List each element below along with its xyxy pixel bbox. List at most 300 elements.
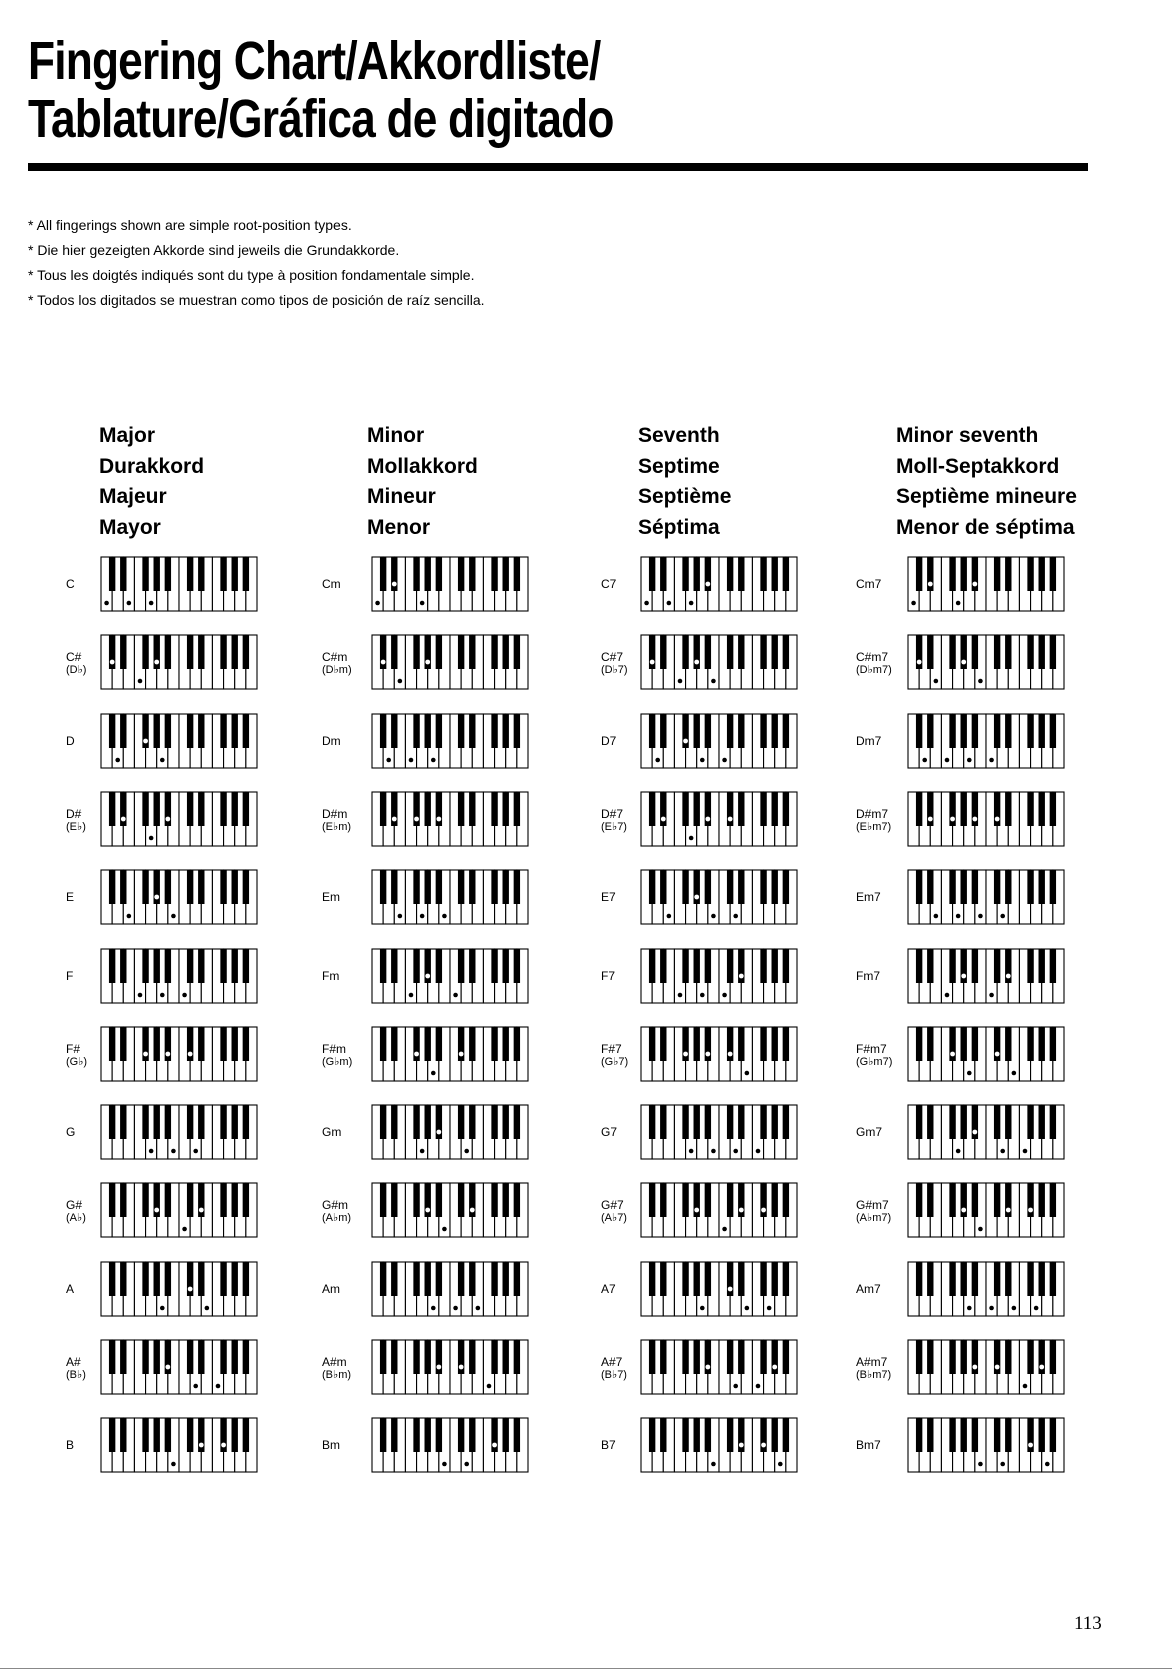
black-key [154, 1418, 160, 1452]
black-key [232, 1340, 238, 1374]
black-key [391, 635, 397, 669]
black-key [503, 1105, 509, 1139]
black-key [760, 1340, 766, 1374]
black-key [198, 792, 204, 826]
black-key [972, 714, 978, 748]
black-key [927, 870, 933, 904]
chord-name: E7 [601, 890, 616, 905]
black-key [243, 870, 249, 904]
black-key [198, 1027, 204, 1061]
black-key [413, 949, 419, 983]
black-key [927, 1027, 933, 1061]
finger-dot [733, 1149, 738, 1154]
black-key [972, 870, 978, 904]
finger-dot [655, 757, 660, 762]
black-key [514, 714, 520, 748]
finger-dot [143, 1051, 148, 1056]
black-key [760, 870, 766, 904]
header-de: Mollakkord [367, 454, 478, 478]
finger-dot [165, 1051, 170, 1056]
finger-dot [711, 679, 716, 684]
black-key [198, 1105, 204, 1139]
black-key [154, 557, 160, 591]
chord-name: G# [66, 1198, 83, 1213]
black-key [949, 1418, 955, 1452]
black-key [760, 1027, 766, 1061]
finger-dot [767, 1305, 772, 1310]
black-key [1050, 1105, 1056, 1139]
black-key [425, 1418, 431, 1452]
black-key [165, 714, 171, 748]
black-key [469, 1262, 475, 1296]
keyboard-diagram [371, 1182, 529, 1238]
black-key [120, 557, 126, 591]
black-key [425, 1105, 431, 1139]
chord-name: A#m7 [856, 1355, 888, 1369]
black-key [491, 1027, 497, 1061]
column-header-major [99, 421, 204, 543]
finger-dot [1000, 914, 1005, 919]
finger-dot [950, 1051, 955, 1056]
black-key [1039, 1027, 1045, 1061]
black-key [165, 949, 171, 983]
keyboard-diagram [907, 869, 1065, 925]
chord-label [601, 1356, 627, 1382]
finger-dot [442, 1462, 447, 1467]
black-key [380, 949, 386, 983]
keyboard-diagram [907, 1182, 1065, 1238]
chord-name: Dm7 [856, 733, 882, 748]
finger-dot [464, 1149, 469, 1154]
finger-dot [1012, 1305, 1017, 1310]
black-key [142, 1262, 148, 1296]
finger-dot [160, 992, 165, 997]
black-key [187, 1340, 193, 1374]
black-key [514, 949, 520, 983]
finger-dot [678, 992, 683, 997]
black-key [738, 870, 744, 904]
chord-name: D [66, 733, 75, 748]
black-key [682, 1105, 688, 1139]
finger-dot [761, 1443, 766, 1448]
black-key [972, 1262, 978, 1296]
black-key [649, 1340, 655, 1374]
black-key [243, 792, 249, 826]
finger-dot [739, 973, 744, 978]
keyboard-diagram [640, 1261, 798, 1317]
keyboard-diagram [371, 634, 529, 690]
finger-dot [739, 1208, 744, 1213]
finger-dot [667, 914, 672, 919]
black-key [503, 870, 509, 904]
finger-dot [1034, 1305, 1039, 1310]
finger-dot [967, 757, 972, 762]
black-key [491, 557, 497, 591]
black-key [220, 1027, 226, 1061]
finger-dot [733, 914, 738, 919]
black-key [120, 870, 126, 904]
header-fr: Septième mineure [896, 485, 1077, 508]
black-key [1005, 557, 1011, 591]
finger-dot [956, 1149, 961, 1154]
black-key [660, 949, 666, 983]
finger-dot [442, 1227, 447, 1232]
black-key [783, 949, 789, 983]
chord-label [66, 1199, 86, 1225]
black-key [413, 1262, 419, 1296]
black-key [436, 949, 442, 983]
chord-name: F#m7 [856, 1041, 887, 1056]
keyboard-diagram [640, 869, 798, 925]
black-key [783, 1105, 789, 1139]
black-key [514, 1340, 520, 1374]
black-key [949, 557, 955, 591]
black-key [927, 714, 933, 748]
black-key [503, 1183, 509, 1217]
title-rule [28, 163, 1088, 171]
finger-dot [967, 1305, 972, 1310]
chord-label [856, 578, 881, 591]
black-key [961, 1105, 967, 1139]
finger-dot [689, 1149, 694, 1154]
finger-dot [392, 582, 397, 587]
black-key [514, 557, 520, 591]
chord-name: G [66, 1125, 76, 1140]
chord-alt-name: (A♭7) [601, 1212, 627, 1225]
black-key [738, 1340, 744, 1374]
finger-dot [945, 992, 950, 997]
chord-alt-name: (G♭m7) [856, 1055, 893, 1068]
black-key [469, 1418, 475, 1452]
black-key [1005, 1262, 1011, 1296]
finger-dot [728, 1286, 733, 1291]
header-es: Mayor [99, 515, 161, 539]
chord-name: B [66, 1438, 75, 1453]
column-header-minor [367, 421, 478, 543]
black-key [1050, 949, 1056, 983]
finger-dot [689, 836, 694, 841]
black-key [232, 635, 238, 669]
black-key [694, 557, 700, 591]
chord-label [66, 1356, 86, 1382]
finger-dot [928, 816, 933, 821]
finger-dot [739, 1443, 744, 1448]
chord-name: F#7 [601, 1041, 622, 1056]
finger-dot [711, 1149, 716, 1154]
black-key [772, 1105, 778, 1139]
black-key [142, 1105, 148, 1139]
black-key [154, 792, 160, 826]
chord-label [322, 1126, 341, 1139]
chord-label [601, 1439, 616, 1452]
black-key [694, 1418, 700, 1452]
black-key [154, 1027, 160, 1061]
column-header-minor-seventh [896, 421, 1077, 543]
black-key [772, 792, 778, 826]
black-key [120, 635, 126, 669]
chord-label [601, 891, 616, 904]
black-key [232, 870, 238, 904]
finger-dot [1000, 1149, 1005, 1154]
column-header-seventh [638, 421, 731, 543]
black-key [682, 949, 688, 983]
black-key [649, 1418, 655, 1452]
finger-dot [961, 660, 966, 665]
black-key [649, 949, 655, 983]
chord-alt-name: (E♭m7) [856, 820, 892, 833]
keyboard-diagram [100, 1182, 258, 1238]
finger-dot [689, 601, 694, 606]
black-key [142, 792, 148, 826]
chord-label [66, 651, 86, 677]
black-key [165, 1183, 171, 1217]
black-key [994, 714, 1000, 748]
black-key [109, 792, 115, 826]
chord-name: A#7 [601, 1355, 623, 1369]
keyboard-diagram [371, 713, 529, 769]
black-key [738, 1105, 744, 1139]
chord-label [322, 808, 351, 834]
keyboard-diagram [907, 1026, 1065, 1082]
black-key [1027, 949, 1033, 983]
black-key [458, 792, 464, 826]
black-key [232, 1183, 238, 1217]
black-key [994, 557, 1000, 591]
chord-name: Cm7 [856, 577, 882, 591]
finger-dot [934, 914, 939, 919]
black-key [1050, 1027, 1056, 1061]
finger-dot [972, 1365, 977, 1370]
black-key [961, 1340, 967, 1374]
black-key [187, 1183, 193, 1217]
black-key [198, 870, 204, 904]
chord-alt-name: (B♭m) [322, 1369, 352, 1381]
chord-alt-name: (D♭) [66, 664, 87, 677]
black-key [994, 870, 1000, 904]
black-key [503, 1027, 509, 1061]
black-key [109, 1262, 115, 1296]
black-key [649, 714, 655, 748]
header-fr: Majeur [99, 485, 167, 508]
keyboard-diagram [907, 556, 1065, 612]
black-key [961, 714, 967, 748]
finger-dot [1000, 1462, 1005, 1467]
finger-dot [476, 1305, 481, 1310]
keyboard-diagram [100, 948, 258, 1004]
chord-label [601, 651, 628, 677]
chord-name: Dm [322, 733, 341, 748]
page-title [28, 32, 930, 148]
finger-dot [972, 816, 977, 821]
keyboard-diagram [100, 1417, 258, 1473]
black-key [187, 1418, 193, 1452]
finger-dot [694, 660, 699, 665]
finger-dot [911, 601, 916, 606]
note-en: * All fingerings shown are simple root-position types. [28, 217, 352, 233]
finger-dot [934, 679, 939, 684]
black-key [469, 792, 475, 826]
black-key [916, 870, 922, 904]
chord-alt-name: (B♭) [66, 1369, 86, 1381]
black-key [1027, 1340, 1033, 1374]
black-key [243, 1105, 249, 1139]
black-key [949, 1340, 955, 1374]
chord-name: E [66, 890, 75, 905]
black-key [682, 1183, 688, 1217]
black-key [961, 1027, 967, 1061]
keyboard-diagram [640, 713, 798, 769]
black-key [198, 557, 204, 591]
chord-name: D7 [601, 733, 617, 748]
black-key [187, 792, 193, 826]
black-key [994, 1183, 1000, 1217]
chord-name: Cm [322, 577, 341, 591]
finger-dot [694, 895, 699, 900]
finger-dot [661, 816, 666, 821]
black-key [220, 949, 226, 983]
black-key [232, 1418, 238, 1452]
keyboard-diagram [371, 948, 529, 1004]
chord-label [66, 1439, 74, 1452]
finger-dot [425, 1208, 430, 1213]
chord-name: G#7 [601, 1198, 624, 1213]
black-key [187, 870, 193, 904]
finger-dot [459, 1051, 464, 1056]
finger-dot [398, 679, 403, 684]
chord-alt-name: (G♭7) [601, 1055, 629, 1068]
black-key [120, 1027, 126, 1061]
finger-dot [989, 757, 994, 762]
black-key [413, 1340, 419, 1374]
black-key [760, 1262, 766, 1296]
finger-dot [138, 679, 143, 684]
chord-label [856, 1043, 892, 1069]
black-key [220, 1183, 226, 1217]
black-key [232, 949, 238, 983]
chord-label [66, 1043, 87, 1069]
black-key [458, 1183, 464, 1217]
black-key [916, 1262, 922, 1296]
chord-name: G7 [601, 1125, 618, 1140]
finger-dot [705, 1051, 710, 1056]
keyboard-diagram [907, 1104, 1065, 1160]
finger-dot [728, 816, 733, 821]
finger-dot [154, 895, 159, 900]
black-key [514, 870, 520, 904]
black-key [220, 1340, 226, 1374]
black-key [705, 1262, 711, 1296]
chord-label [856, 891, 881, 904]
finger-dot [188, 1286, 193, 1291]
black-key [187, 949, 193, 983]
chord-label [66, 891, 74, 904]
black-key [436, 557, 442, 591]
finger-dot [160, 757, 165, 762]
black-key [120, 1418, 126, 1452]
keyboard-diagram [907, 1417, 1065, 1473]
black-key [391, 1418, 397, 1452]
black-key [514, 1183, 520, 1217]
black-key [1027, 1105, 1033, 1139]
black-key [994, 1105, 1000, 1139]
black-key [458, 949, 464, 983]
finger-dot [1045, 1462, 1050, 1467]
black-key [109, 949, 115, 983]
black-key [694, 714, 700, 748]
black-key [232, 1027, 238, 1061]
black-key [413, 870, 419, 904]
black-key [469, 870, 475, 904]
finger-dot [722, 992, 727, 997]
finger-dot [127, 914, 132, 919]
finger-dot [745, 1305, 750, 1310]
chord-label [66, 735, 75, 748]
chord-name: Gm7 [856, 1125, 883, 1140]
black-key [380, 557, 386, 591]
black-key [760, 714, 766, 748]
keyboard-diagram [907, 791, 1065, 847]
finger-dot [961, 1208, 966, 1213]
finger-dot [205, 1305, 210, 1310]
finger-dot [972, 1130, 977, 1135]
black-key [491, 1340, 497, 1374]
chord-name: D#7 [601, 806, 624, 821]
chord-name: A# [66, 1355, 81, 1369]
finger-dot [728, 1051, 733, 1056]
keyboard-diagram [371, 791, 529, 847]
black-key [458, 714, 464, 748]
black-key [660, 557, 666, 591]
black-key [972, 949, 978, 983]
black-key [469, 557, 475, 591]
black-key [187, 635, 193, 669]
chord-name: C#7 [601, 650, 624, 665]
black-key [682, 635, 688, 669]
black-key [783, 557, 789, 591]
black-key [503, 1340, 509, 1374]
finger-dot [1012, 1070, 1017, 1075]
chord-label [322, 1356, 351, 1382]
chord-name: Bm [322, 1438, 340, 1453]
black-key [649, 1027, 655, 1061]
black-key [705, 1418, 711, 1452]
black-key [760, 557, 766, 591]
black-key [772, 557, 778, 591]
black-key [391, 949, 397, 983]
black-key [469, 1105, 475, 1139]
black-key [1005, 1418, 1011, 1452]
chord-alt-name: (E♭) [66, 820, 86, 833]
black-key [243, 1340, 249, 1374]
black-key [1050, 1340, 1056, 1374]
finger-dot [149, 601, 154, 606]
finger-dot [989, 992, 994, 997]
finger-dot [182, 1227, 187, 1232]
black-key [503, 1262, 509, 1296]
black-key [1050, 1418, 1056, 1452]
black-key [916, 557, 922, 591]
black-key [727, 1418, 733, 1452]
black-key [738, 1262, 744, 1296]
finger-dot [772, 1365, 777, 1370]
black-key [220, 792, 226, 826]
black-key [727, 714, 733, 748]
finger-dot [431, 1070, 436, 1075]
finger-dot [705, 816, 710, 821]
black-key [491, 1262, 497, 1296]
black-key [413, 1183, 419, 1217]
black-key [738, 557, 744, 591]
